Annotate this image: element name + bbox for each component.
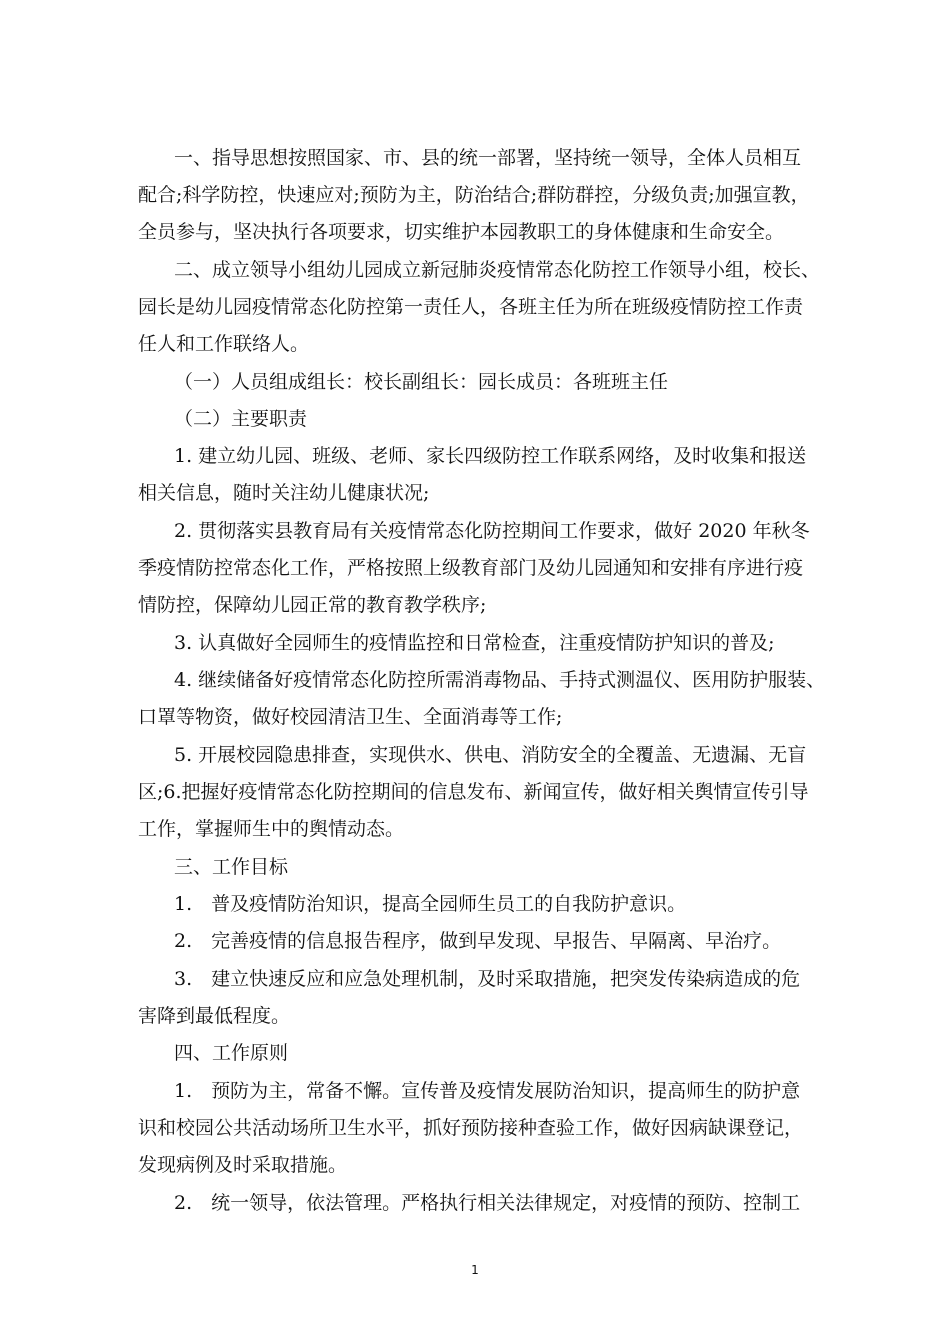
paragraph-line: 3. 认真做好全园师生的疫情监控和日常检查，注重疫情防护知识的普及; [174,632,775,654]
paragraph-line: 季疫情防控常态化工作，严格按照上级教育部门及幼儿园通知和安排有序进行疫 [138,557,804,579]
paragraph-line: 5. 开展校园隐患排查，实现供水、供电、消防安全的全覆盖、无遗漏、无盲 [174,744,807,766]
paragraph-line: 识和校园公共活动场所卫生水平，抓好预防接种查验工作，做好因病缺课登记， [138,1117,804,1139]
paragraph-line: 相关信息，随时关注幼儿健康状况; [138,482,430,504]
paragraph-line: 4. 继续储备好疫情常态化防控所需消毒物品、手持式测温仪、医用防护服装、 [174,669,826,691]
paragraph-line: 2. 完善疫情的信息报告程序，做到早发现、早报告、早隔离、早治疗。 [174,930,782,952]
paragraph-line: 园长是幼儿园疫情常态化防控第一责任人，各班主任为所在班级疫情防控工作责 [138,296,804,318]
section-heading: 三、工作目标 [174,856,289,878]
paragraph-line: 3. 建立快速反应和应急处理机制，及时采取措施，把突发传染病造成的危 [174,968,801,990]
paragraph-line: 工作，掌握师生中的舆情动态。 [138,818,405,840]
paragraph-line: 任人和工作联络人。 [138,333,310,355]
paragraph-line: 1. 建立幼儿园、班级、老师、家长四级防控工作联系网络，及时收集和报送 [174,445,807,467]
paragraph-line: 全员参与，坚决执行各项要求，切实维护本园教职工的身体健康和生命安全。 [138,221,785,243]
paragraph-line: 1. 预防为主，常备不懈。宣传普及疫情发展防治知识，提高师生的防护意 [174,1080,801,1102]
paragraph-line: 区;6.把握好疫情常态化防控期间的信息发布、新闻宣传，做好相关舆情宣传引导 [138,781,809,803]
paragraph-line: 口罩等物资，做好校园清洁卫生、全面消毒等工作; [138,706,563,728]
section-heading: （二）主要职责 [174,408,308,430]
paragraph-line: 发现病例及时采取措施。 [138,1154,348,1176]
page-number: 1 [471,1263,479,1277]
paragraph-line: 一、指导思想按照国家、市、县的统一部署，坚持统一领导，全体人员相互 [174,147,802,169]
paragraph-line: 二、成立领导小组幼儿园成立新冠肺炎疫情常态化防控工作领导小组，校长、 [174,259,821,281]
paragraph-line: 配合;科学防控，快速应对;预防为主，防治结合;群防群控，分级负责;加强宣教， [138,184,810,206]
paragraph-line: （一）人员组成组长：校长副组长：园长成员：各班班主任 [174,371,669,393]
section-heading: 四、工作原则 [174,1042,289,1064]
paragraph-line: 2. 贯彻落实县教育局有关疫情常态化防控期间工作要求，做好 2020 年秋冬 [174,520,810,542]
paragraph-line: 情防控，保障幼儿园正常的教育教学秩序; [138,594,487,616]
paragraph-line: 2. 统一领导，依法管理。严格执行相关法律规定，对疫情的预防、控制工 [174,1192,801,1214]
paragraph-line: 1. 普及疫情防治知识，提高全园师生员工的自我防护意识。 [174,893,687,915]
paragraph-line: 害降到最低程度。 [138,1005,291,1027]
